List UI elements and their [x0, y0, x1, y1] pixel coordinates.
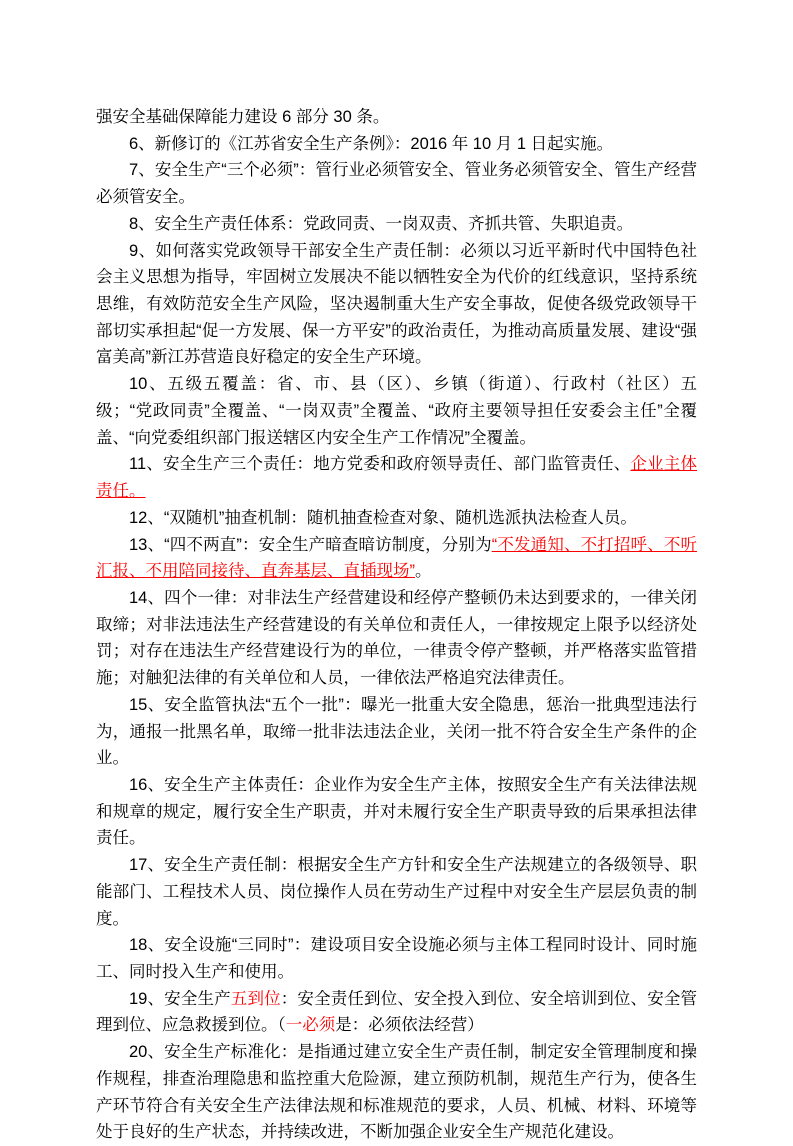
paragraph [96, 852, 697, 932]
text-run: 15、安全监管执法“五个一批”：曝光一批重大安全隐患，惩治一批典型违法行为，通报一批黑名单，取缔一批非法违法企业，关闭一批不符合安全生产条件的企业。 [96, 695, 697, 768]
text-run: 9、如何落实党政领导干部安全生产责任制：必须以习近平新时代中国特色社会主义思想为指导，牢固树立发展决不能以牺牲安全为代价的红线意识，坚持系统思维，有效防范安全生产风险，坚决遏制重大生产安全事故，促使各级党政领导干部切实承担起“促一方发展、保一方平安”的政治责任，为推动高质量发展、建设“强富美高”新江苏营造良好稳定的安全生产环境。 [96, 241, 697, 367]
paragraph [96, 772, 697, 852]
text-run: 10、五级五覆盖：省、市、县（区）、乡镇（街道）、行政村（社区）五级；“党政同责”全覆盖、“一岗双责”全覆盖、“政府主要领导担任安委会主任”全覆盖、“向党委组织部门报送辖区内安全生产工作情况”全覆盖。 [96, 375, 697, 447]
text-run: 16、安全生产主体责任：企业作为安全生产主体，按照安全生产有关法律法规和规章的规定，履行安全生产职责，并对未履行安全生产职责导致的后果承担法律责任。 [96, 775, 697, 848]
text-run: 7、安全生产“三个必须”：管行业必须管安全、管业务必须管安全、管生产经营必须管安全。 [96, 161, 697, 207]
paragraph [96, 131, 697, 158]
highlighted-text-run: 企业主体责任。 [96, 455, 698, 501]
paragraph [96, 692, 697, 772]
text-run: 18、安全设施“三同时”：建设项目安全设施必须与主体工程同时设计、同时施工、同时投入生产和使用。 [96, 936, 697, 981]
text-run: ：安全责任到位、安全投入到位、安全培训到位、安全管理到位、应急救援到位。（ [96, 989, 698, 1035]
highlighted-text-run: 五到位 [230, 989, 281, 1008]
document-body [96, 104, 697, 1146]
text-run: 14、四个一律：对非法生产经营建设和经停产整顿仍未达到要求的，一律关闭取缔；对非法违法生产经营建设的有关单位和责任人，一律按规定上限予以经济处罚；对存在违法生产经营建设行为的单位，一律责令停产整顿，并严格落实监管措施；对触犯法律的有关单位和人员，一律依法严格追究法律责任。 [96, 588, 697, 688]
highlighted-text-run: 一必须 [285, 1016, 336, 1035]
paragraph [96, 371, 697, 451]
paragraph [96, 157, 697, 210]
text-run: 19、安全生产 [129, 989, 231, 1008]
paragraph [96, 505, 697, 532]
text-run: 8、安全生产责任体系：党政同责、一岗双责、齐抓共管、失职追责。 [129, 214, 634, 233]
text-run: 6、新修订的《江苏省安全生产条例》：2016 年 10 月 1 日起实施。 [129, 134, 614, 153]
highlighted-text-run: “不发通知、不打招呼、不听汇报、不用陪同接待、直奔基层、直插现场” [96, 535, 697, 581]
text-run: 17、安全生产责任制：根据安全生产方针和安全生产法规建立的各级领导、职能部门、工程技术人员、岗位操作人员在劳动生产过程中对安全生产层层负责的制度。 [96, 856, 697, 928]
text-run: 强安全基础保障能力建设 6 部分 30 条。 [96, 108, 390, 126]
text-run: 。 [415, 562, 432, 581]
paragraph [96, 532, 697, 585]
text-run: 11、安全生产三个责任：地方党委和政府领导责任、部门监管责任、 [129, 455, 631, 474]
paragraph [96, 585, 697, 692]
text-run: 是：必须依法经营） [335, 1016, 484, 1035]
text-run: 12、“双随机”抽查机制：随机抽查检查对象、随机选派执法检查人员。 [129, 508, 637, 527]
paragraph [96, 932, 697, 985]
paragraph [96, 238, 697, 372]
paragraph [96, 451, 697, 504]
paragraph [96, 104, 697, 131]
text-run: 20、安全生产标准化：是指通过建立安全生产责任制，制定安全管理制度和操作规程，排查治理隐患和监控重大危险源，建立预防机制，规范生产行为，使各生产环节符合有关安全生产法律法规和标准规范的要求，人员、机械、材料、环境等处于良好的生产状态，并持续改进，不断加强企业安全生产规范化建设。 [96, 1043, 697, 1142]
paragraph [96, 211, 697, 238]
paragraph [96, 1039, 697, 1146]
paragraph [96, 986, 697, 1039]
text-run: 13、“四不两直”：安全生产暗查暗访制度，分别为 [129, 535, 492, 554]
